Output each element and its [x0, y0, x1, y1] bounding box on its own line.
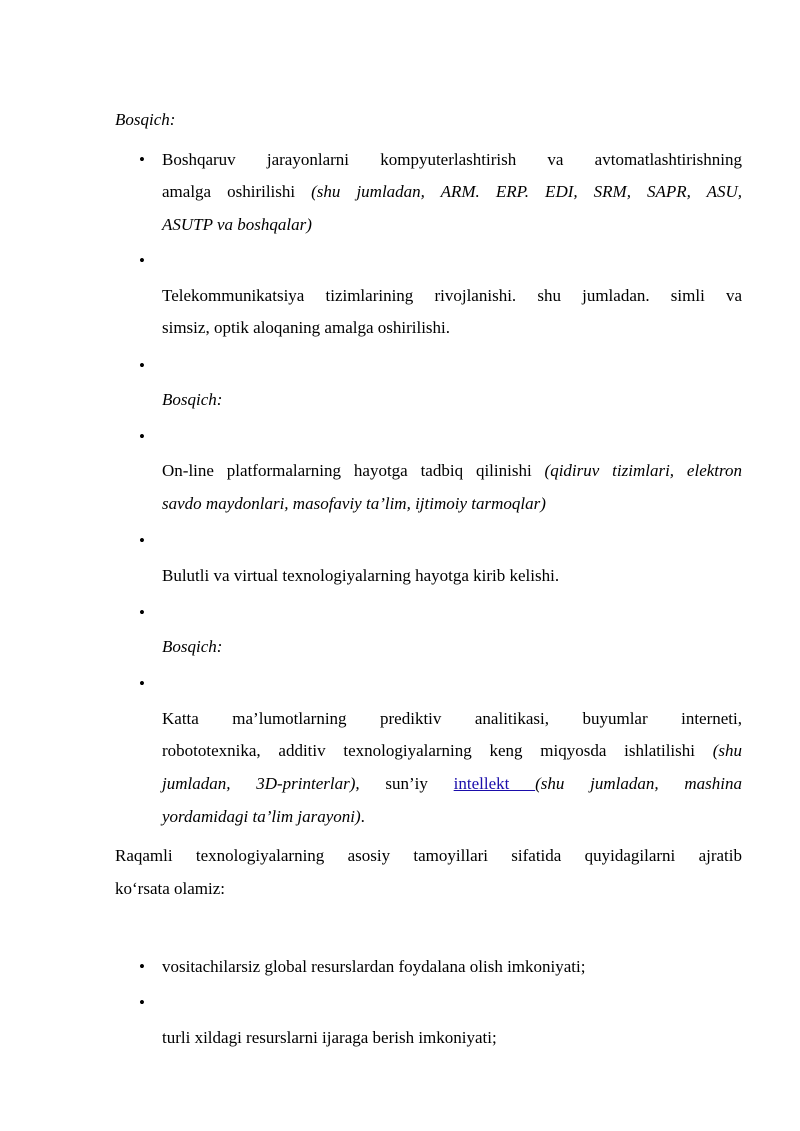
stage-heading: Bosqich: — [115, 110, 176, 129]
stage-heading: Bosqich: — [162, 637, 223, 656]
bullet-marker: • — [139, 427, 145, 446]
list-item-text — [162, 462, 742, 479]
text-run: . — [360, 807, 365, 826]
text-run: robototexnika, additiv texnologiyalarning keng miqyosda ishlatilishi — [162, 741, 713, 760]
intellekt-link[interactable]: intellekt — [453, 774, 536, 793]
bullet-marker: • — [139, 957, 145, 976]
stage-heading: Bosqich: — [162, 390, 223, 409]
bullet-marker: • — [139, 356, 145, 375]
text-run-italic: jumladan, 3D-printerlar), — [162, 774, 360, 793]
text-run-italic: yordamidagi ta’lim jarayoni) — [162, 807, 361, 826]
list-item-text: Katta ma’lumotlarning prediktiv analitikasi, buyumlar interneti, — [162, 709, 742, 728]
list-item-text: vositachilarsiz global resurslardan foydalana olish imkoniyati; — [162, 957, 586, 976]
list-item-text: turli xildagi resurslarni ijaraga berish imkoniyati; — [162, 1028, 497, 1047]
text-run-italic: (qidiruv tizimlari, elektron — [544, 461, 742, 480]
list-item-text: Bulutli va virtual texnologiyalarning hayotga kirib kelishi. — [162, 566, 560, 585]
text-run: On-line platformalarning hayotga tadbiq qilinishi — [162, 461, 545, 480]
bullet-marker: • — [139, 150, 145, 169]
list-item-text — [162, 808, 365, 825]
text-run: sun’iy — [359, 774, 454, 793]
list-item-text: Telekommunikatsiya tizimlarining rivojlanishi. shu jumladan. simli va — [162, 286, 742, 305]
bullet-marker: • — [139, 531, 145, 550]
list-item-text — [162, 183, 742, 200]
list-item-text: Boshqaruv jarayonlarni kompyuterlashtirish va avtomatlashtirishning — [162, 150, 742, 169]
text-run-italic: (shu — [712, 741, 742, 760]
paragraph-text: ko‘rsata olamiz: — [115, 879, 225, 898]
text-run: amalga oshirilishi — [162, 182, 312, 201]
paragraph-text: Raqamli texnologiyalarning asosiy tamoyillari sifatida quyidagilarni ajratib — [115, 846, 742, 865]
bullet-marker: • — [139, 674, 145, 693]
bullet-marker: • — [139, 251, 145, 270]
text-run-italic: (shu jumladan, ARM. ERP. EDI, SRM, SAPR, ASU, — [311, 182, 742, 201]
text-run-italic: (shu jumladan, mashina — [535, 774, 742, 793]
list-item-text — [162, 775, 742, 792]
bullet-marker: • — [139, 993, 145, 1012]
list-item-text: savdo maydonlari, masofaviy ta’lim, ijtimoiy tarmoqlar) — [162, 494, 546, 513]
bullet-marker: • — [139, 603, 145, 622]
list-item-text — [162, 742, 742, 759]
list-item-text: simsiz, optik aloqaning amalga oshirilishi. — [162, 318, 451, 337]
list-item-text: ASUTP va boshqalar) — [162, 215, 312, 234]
